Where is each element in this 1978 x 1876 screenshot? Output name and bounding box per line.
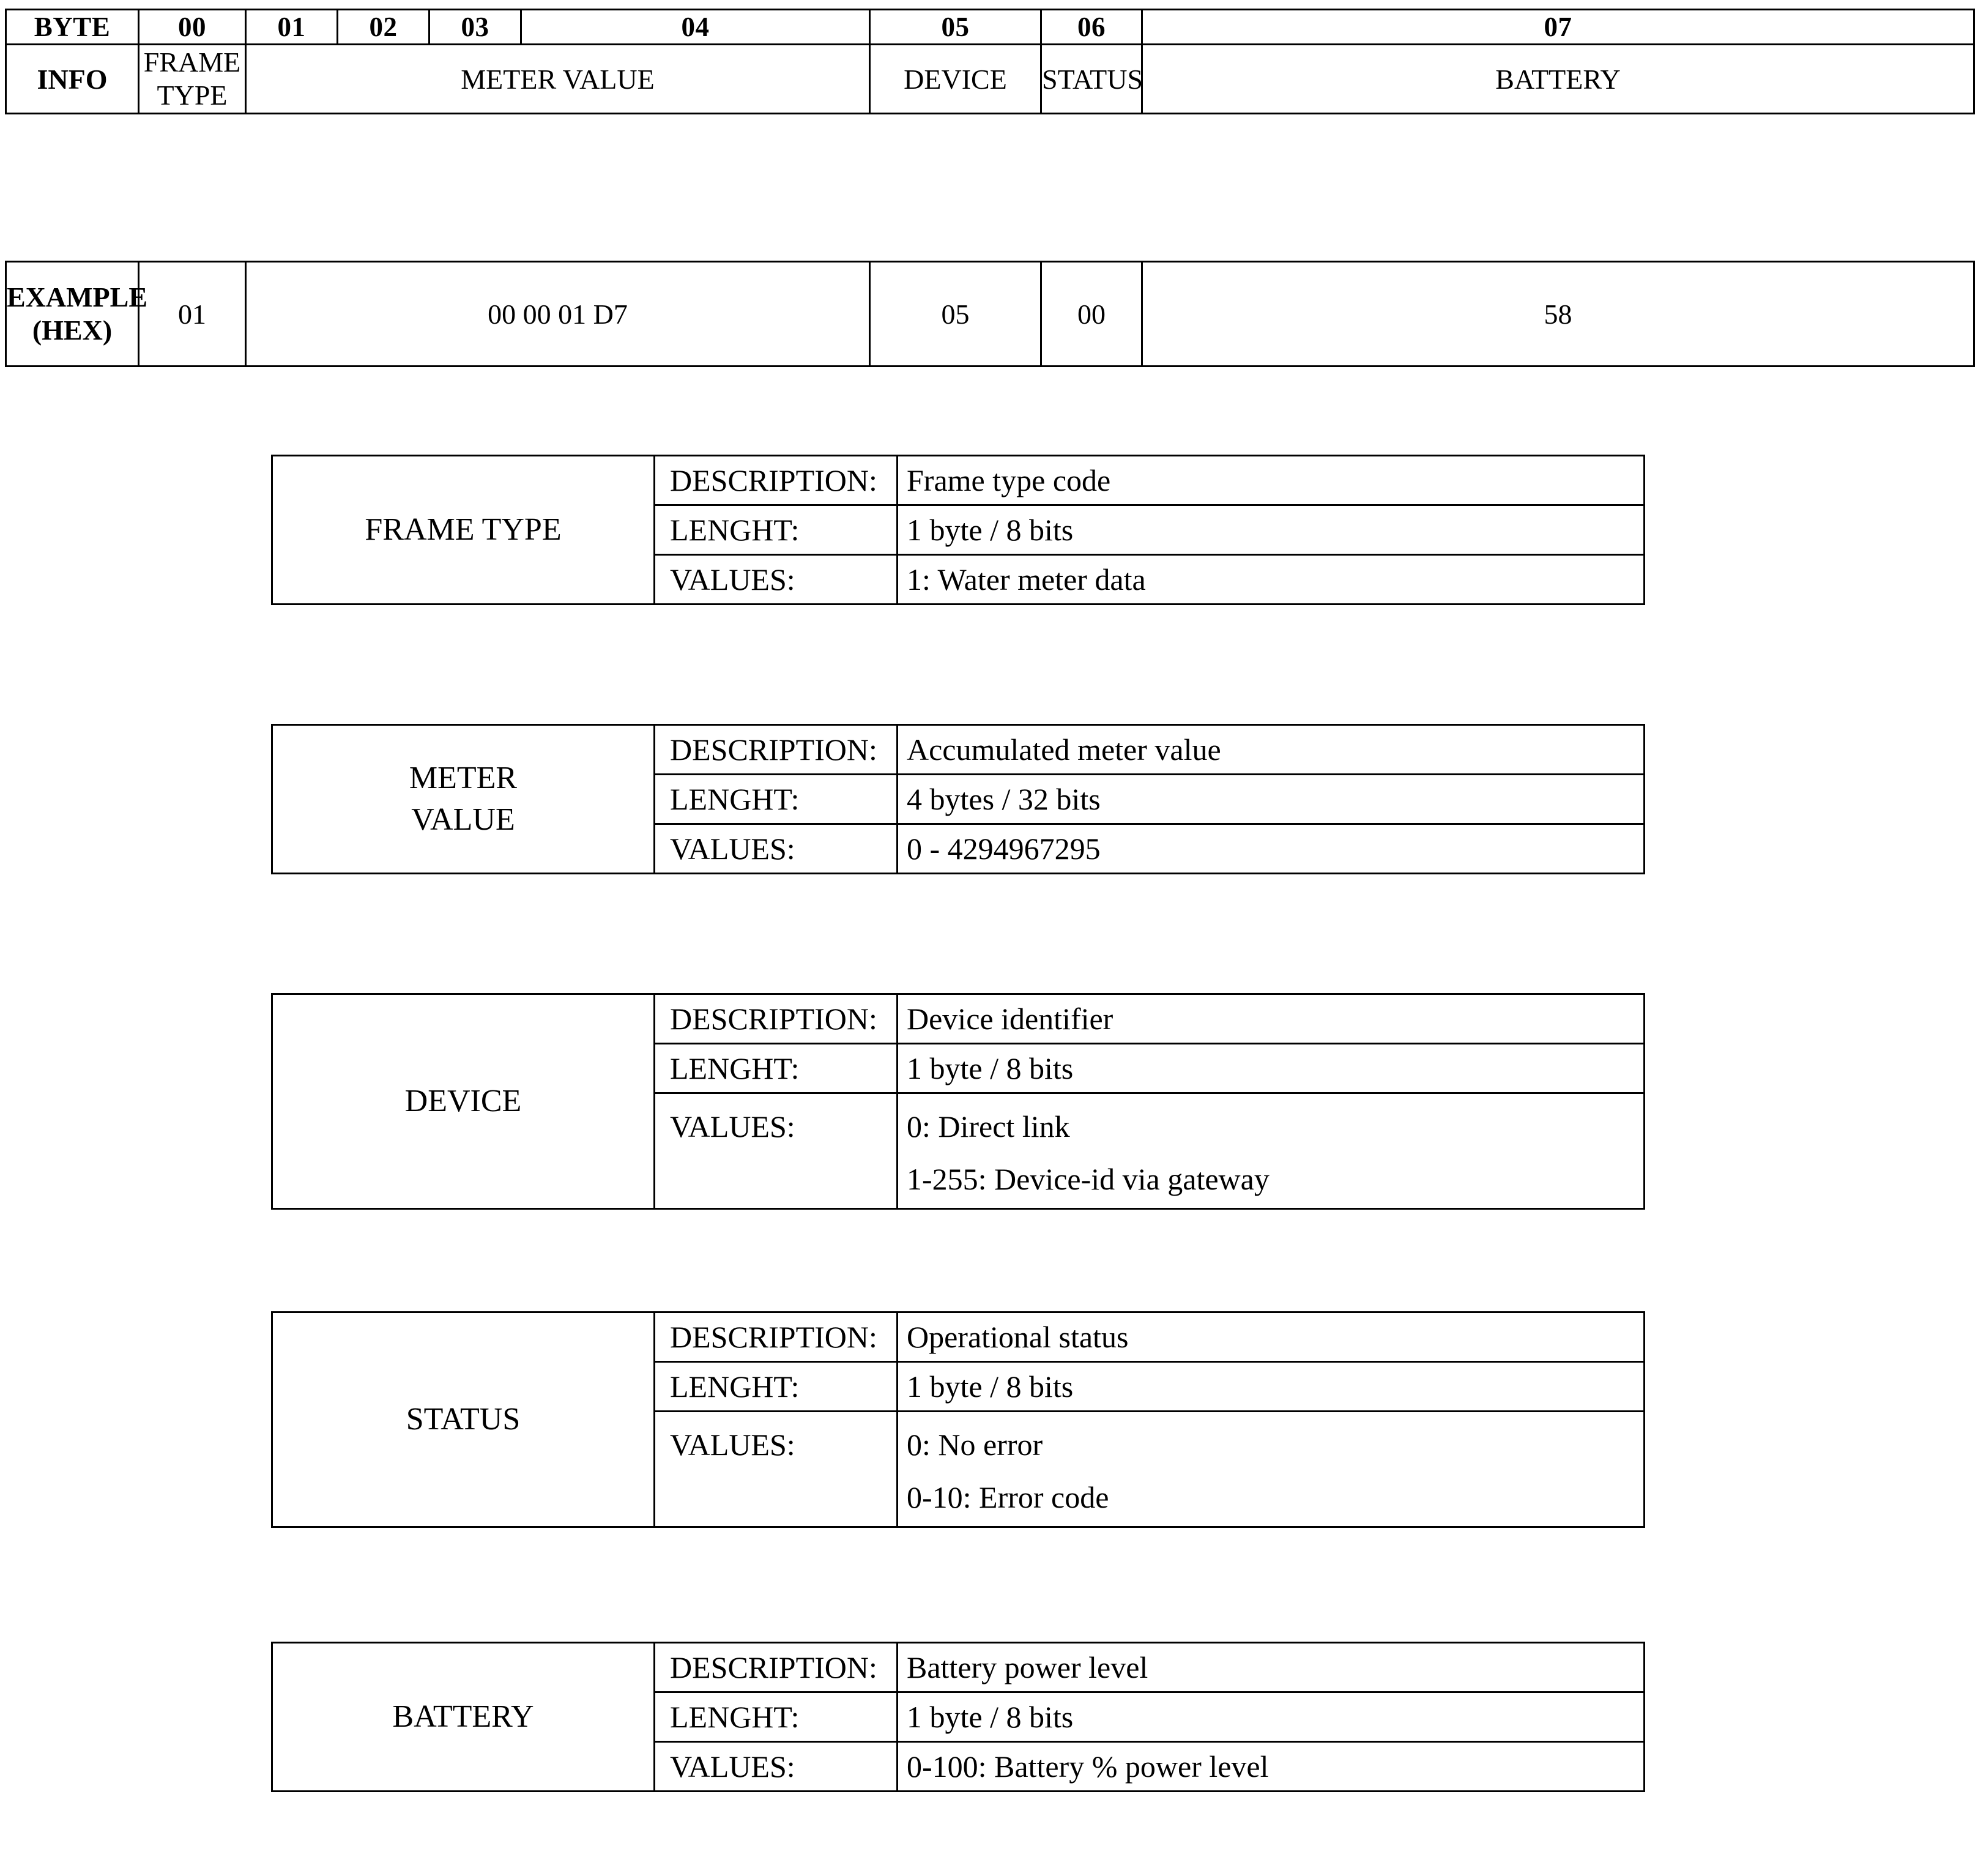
detail-value-values-line1: 0: No error	[907, 1427, 1043, 1462]
detail-value-values-line2: 1-255: Device-id via gateway	[907, 1162, 1270, 1196]
detail-field-name: BATTERY	[272, 1643, 655, 1792]
detail-value-lenght: 1 byte / 8 bits	[898, 1044, 1645, 1093]
field-frame-type	[139, 45, 246, 114]
field-battery: BATTERY	[1142, 45, 1974, 114]
byte-index-00: 00	[139, 10, 246, 45]
field-device: DEVICE	[870, 45, 1041, 114]
detail-label-description: DESCRIPTION:	[655, 456, 898, 505]
detail-value-lenght: 1 byte / 8 bits	[898, 1362, 1645, 1412]
example-frame-type: 01	[139, 262, 246, 367]
detail-label-lenght: LENGHT:	[655, 1692, 898, 1742]
detail-value-lenght: 1 byte / 8 bits	[898, 505, 1645, 555]
detail-value-values	[898, 824, 1645, 874]
field-frame-type-line1: FRAME	[143, 46, 241, 78]
detail-label-lenght: LENGHT:	[655, 1362, 898, 1412]
byte-index-07: 07	[1142, 10, 1974, 45]
detail-label-description: DESCRIPTION:	[655, 1312, 898, 1362]
example-device: 05	[870, 262, 1041, 367]
detail-label-values: VALUES:	[655, 555, 898, 605]
detail-row-description	[272, 994, 1645, 1044]
detail-value-values	[898, 1093, 1645, 1209]
detail-value-description: Battery power level	[898, 1643, 1645, 1692]
byte-index-04: 04	[521, 10, 870, 45]
detail-value-values	[898, 1412, 1645, 1527]
byte-index-row	[6, 10, 1974, 45]
detail-field-name: DEVICE	[272, 994, 655, 1209]
field-meter-value: METER VALUE	[246, 45, 870, 114]
detail-value-description: Operational status	[898, 1312, 1645, 1362]
detail-value-description: Device identifier	[898, 994, 1645, 1044]
detail-value-values	[898, 555, 1645, 605]
detail-value-description: Frame type code	[898, 456, 1645, 505]
detail-value-values-line1: 0: Direct link	[907, 1109, 1070, 1144]
detail-label-description: DESCRIPTION:	[655, 1643, 898, 1692]
detail-label-description: DESCRIPTION:	[655, 994, 898, 1044]
byte-row-label: BYTE	[6, 10, 139, 45]
byte-index-06: 06	[1041, 10, 1142, 45]
detail-value-values	[898, 1742, 1645, 1792]
detail-row-description	[272, 725, 1645, 775]
detail-table-status	[271, 1311, 1645, 1528]
byte-index-05: 05	[870, 10, 1041, 45]
field-frame-type-line2: TYPE	[157, 80, 228, 111]
byte-index-03: 03	[429, 10, 521, 45]
detail-table-frame-type	[271, 455, 1645, 605]
frame-layout-table	[5, 9, 1975, 114]
example-row-label	[6, 262, 147, 367]
detail-label-lenght: LENGHT:	[655, 775, 898, 824]
field-status: STATUS	[1041, 45, 1142, 114]
detail-row-description	[272, 1312, 1645, 1362]
detail-label-values: VALUES:	[655, 1093, 898, 1209]
detail-label-values: VALUES:	[655, 1412, 898, 1527]
detail-field-name: FRAME TYPE	[272, 456, 655, 605]
detail-value-description: Accumulated meter value	[898, 725, 1645, 775]
example-label-line1: EXAMPLE	[7, 281, 147, 313]
detail-row-description	[272, 456, 1645, 505]
detail-table-battery	[271, 1642, 1645, 1792]
detail-label-lenght: LENGHT:	[655, 505, 898, 555]
example-row	[6, 262, 1974, 367]
detail-field-name-line1: METER	[409, 761, 518, 796]
detail-label-description: DESCRIPTION:	[655, 725, 898, 775]
example-status: 00	[1041, 262, 1142, 367]
info-row-label: INFO	[6, 45, 139, 114]
example-label-line2: (HEX)	[32, 315, 113, 346]
detail-field-name-line2: VALUE	[411, 802, 515, 837]
detail-table-device	[271, 993, 1645, 1210]
detail-table-meter-value	[271, 724, 1645, 874]
detail-label-values: VALUES:	[655, 824, 898, 874]
field-name-row	[6, 45, 1974, 114]
example-meter-value: 00 00 01 D7	[246, 262, 870, 367]
byte-index-02: 02	[338, 10, 429, 45]
detail-label-lenght: LENGHT:	[655, 1044, 898, 1093]
detail-row-description	[272, 1643, 1645, 1692]
detail-field-name	[272, 725, 655, 874]
example-hex-table	[5, 261, 1975, 367]
detail-value-values-line1: 1: Water meter data	[907, 562, 1146, 597]
detail-field-name: STATUS	[272, 1312, 655, 1527]
detail-label-values: VALUES:	[655, 1742, 898, 1792]
detail-value-values-line2: 0-10: Error code	[907, 1480, 1109, 1514]
detail-value-lenght: 1 byte / 8 bits	[898, 1692, 1645, 1742]
example-battery: 58	[1142, 262, 1974, 367]
detail-value-values-line1: 0 - 4294967295	[907, 832, 1101, 866]
detail-value-lenght: 4 bytes / 32 bits	[898, 775, 1645, 824]
byte-index-01: 01	[246, 10, 338, 45]
detail-value-values-line1: 0-100: Battery % power level	[907, 1749, 1269, 1784]
